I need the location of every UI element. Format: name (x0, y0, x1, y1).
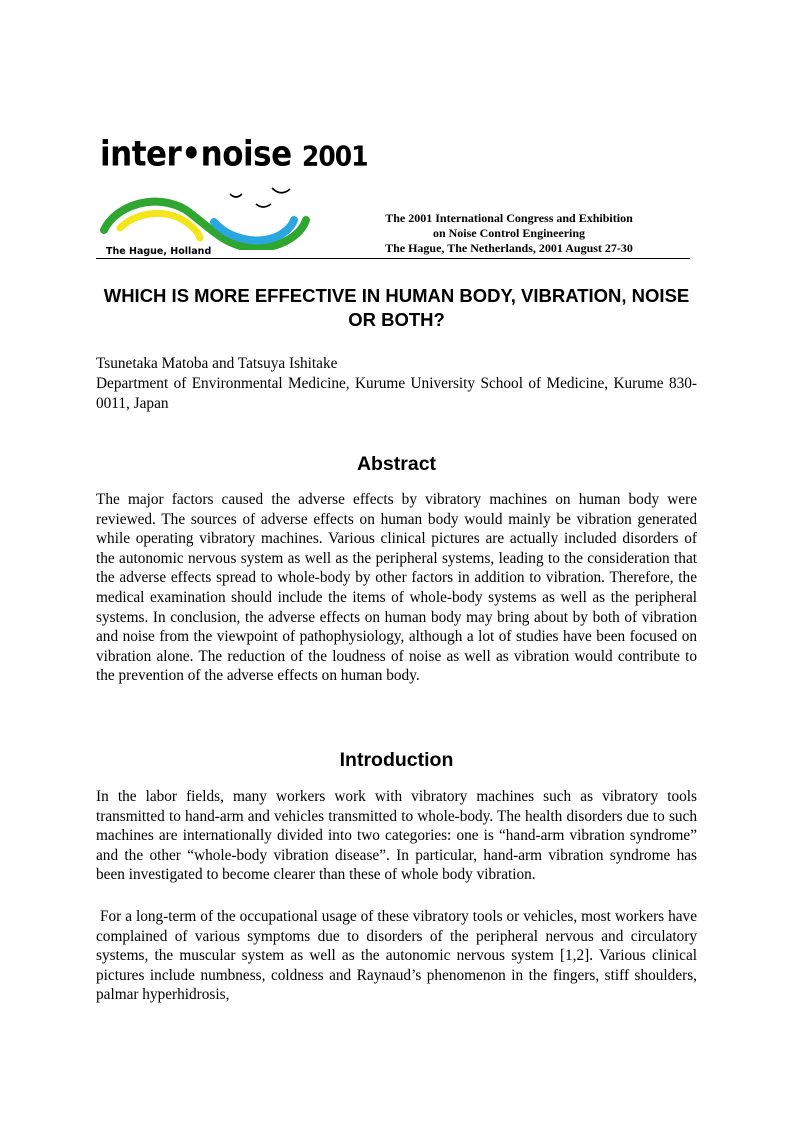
logo-smile-1 (230, 194, 242, 197)
introduction-paragraph: For a long-term of the occupational usage of these vibratory tools or vehicles, most workers have complained of various symptoms due to disorders of the peripheral nervous and circulatory systems, the muscular system as well as the autonomic nervous system [1,2]. Various clinical pictures include numbness, coldness and Raynaud’s phenomenon in the fingers, stiff shoulders, palmar hyperhidrosis, (96, 908, 697, 1004)
logo-city: The Hague, Holland (106, 246, 212, 257)
paper-title: WHICH IS MORE EFFECTIVE IN HUMAN BODY, VIBRATION, NOISE OR BOTH? (103, 285, 690, 330)
logo-yellow-wave (120, 213, 200, 238)
authors: Tsunetaka Matoba and Tatsuya Ishitake (96, 355, 338, 372)
conference-line: on Noise Control Engineering (432, 226, 586, 240)
introduction-heading: Introduction (339, 749, 454, 771)
conference-logo-title (100, 134, 368, 174)
abstract-heading: Abstract (356, 453, 437, 475)
affiliation: Department of Environmental Medicine, Kurume University School of Medicine, Kurume 830-0011, Japan (96, 375, 697, 412)
introduction-paragraph: In the labor fields, many workers work with vibratory machines such as vibratory tools transmitted to hand-arm and vehicles transmitted to whole-body. The health disorders due to such machines are internationally divided into two categories: one is “hand-arm vibration syndrome” and the other “whole-body vibration disease”. In particular, hand-arm vibration syndrome has been investigated to become clearer than these of whole body vibration. (96, 788, 697, 884)
logo-title-text: inter•noise (100, 134, 292, 175)
conference-line: The 2001 International Congress and Exhibition (385, 211, 633, 225)
header-rule (96, 258, 690, 259)
logo-smile-3 (256, 204, 271, 207)
logo-year: 2001 (301, 139, 368, 173)
abstract-text: The major factors caused the adverse effects by vibratory machines on human body were reviewed. The sources of adverse effects on human body would mainly be vibration generated while operating vibratory machines. Various clinical pictures are actually included disorders of the autonomic nervous system as well as the peripheral systems, leading to the consideration that the adverse effects spread to whole-body by other factors in addition to vibration. Therefore, the medical examination should include the items of whole-body systems as well as the peripheral systems. In conclusion, the adverse effects on human body may bring about by both of vibration and noise from the viewpoint of pathophysiology, although a lot of studies have been focused on vibration alone. The reduction of the loudness of noise as well as vibration would contribute to the prevention of the adverse effects on human body. (96, 491, 697, 685)
conference-logo-graphic (96, 180, 316, 250)
conference-line: The Hague, The Netherlands, 2001 August 27-30 (385, 241, 633, 255)
conference-info (345, 211, 673, 256)
logo-smile-2 (272, 188, 290, 193)
